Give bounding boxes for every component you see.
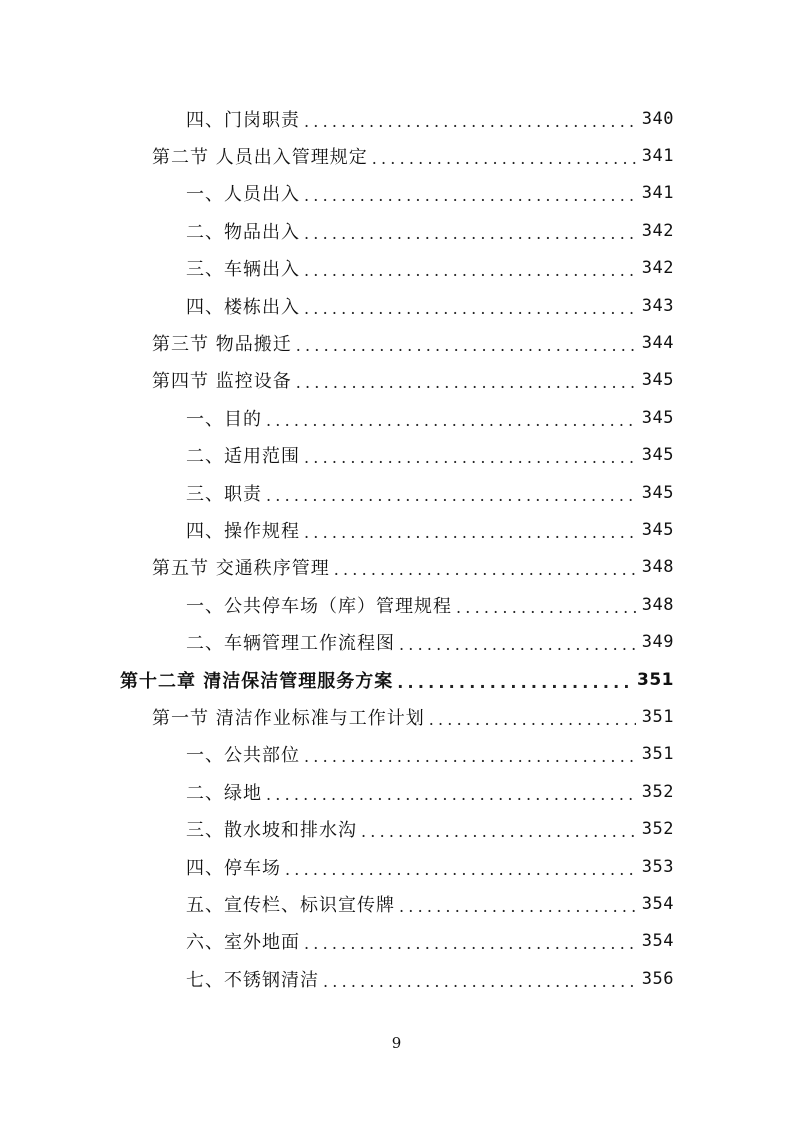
toc-entry-item[interactable] xyxy=(186,848,674,885)
toc-entry-page-number: 349 xyxy=(641,632,674,653)
toc-dot-leader xyxy=(304,749,636,765)
toc-entry-label: 第十二章 清洁保洁管理服务方案 xyxy=(120,670,394,692)
toc-entry-section[interactable] xyxy=(152,362,674,399)
toc-entry-section[interactable] xyxy=(152,698,674,735)
toc-dot-leader xyxy=(334,562,636,578)
toc-entry-item[interactable] xyxy=(186,960,674,997)
toc-entry-label: 四、楼栋出入 xyxy=(186,296,300,318)
toc-entry-page-number: 341 xyxy=(641,183,674,204)
toc-dot-leader xyxy=(266,488,636,504)
toc-dot-leader xyxy=(323,974,636,990)
toc-entry-item[interactable] xyxy=(186,100,674,137)
toc-entry-item[interactable] xyxy=(186,811,674,848)
toc-entry-section[interactable] xyxy=(152,137,674,174)
toc-entry-chapter[interactable] xyxy=(120,661,674,698)
toc-dot-leader xyxy=(399,899,636,915)
toc-entry-page-number: 351 xyxy=(641,706,674,727)
toc-entry-page-number: 354 xyxy=(641,893,674,914)
toc-entry-item[interactable] xyxy=(186,212,674,249)
toc-entry-label: 四、操作规程 xyxy=(186,520,300,542)
toc-entry-label: 二、绿地 xyxy=(186,782,262,804)
page-number: 9 xyxy=(391,1034,402,1052)
toc-entry-label: 一、人员出入 xyxy=(186,184,300,206)
toc-entry-page-number: 345 xyxy=(641,407,674,428)
toc-entry-item[interactable] xyxy=(186,624,674,661)
toc-entry-item[interactable] xyxy=(186,399,674,436)
toc-entry-label: 二、物品出入 xyxy=(186,221,300,243)
toc-dot-leader xyxy=(304,263,636,279)
toc-entry-item[interactable] xyxy=(186,437,674,474)
toc-entry-page-number: 345 xyxy=(641,370,674,391)
toc-entry-label: 七、不锈钢清洁 xyxy=(186,969,319,991)
toc-dot-leader xyxy=(304,188,636,204)
toc-dot-leader xyxy=(304,450,636,466)
toc-entry-label: 四、停车场 xyxy=(186,857,281,879)
toc-dot-leader xyxy=(456,600,636,616)
toc-entry-page-number: 345 xyxy=(641,519,674,540)
toc-dot-leader xyxy=(397,675,631,691)
toc-entry-page-number: 345 xyxy=(641,445,674,466)
toc-entry-item[interactable] xyxy=(186,511,674,548)
toc-dot-leader xyxy=(399,637,636,653)
toc-entry-item[interactable] xyxy=(186,250,674,287)
toc-entry-label: 第四节 监控设备 xyxy=(152,371,292,393)
toc-entry-item[interactable] xyxy=(186,175,674,212)
toc-entry-label: 三、职责 xyxy=(186,483,262,505)
toc-dot-leader xyxy=(266,413,636,429)
toc-entry-page-number: 344 xyxy=(641,332,674,353)
toc-entry-page-number: 341 xyxy=(641,145,674,166)
toc-entry-label: 第二节 人员出入管理规定 xyxy=(152,146,368,168)
toc-entry-page-number: 348 xyxy=(641,594,674,615)
toc-entry-item[interactable] xyxy=(186,586,674,623)
toc-entry-section[interactable] xyxy=(152,549,674,586)
toc-entry-page-number: 353 xyxy=(641,856,674,877)
toc-entry-page-number: 351 xyxy=(637,669,674,690)
toc-entry-section[interactable] xyxy=(152,324,674,361)
toc-entry-page-number: 354 xyxy=(641,931,674,952)
toc-entry-label: 二、车辆管理工作流程图 xyxy=(186,633,395,655)
toc-entry-label: 一、公共停车场（库）管理规程 xyxy=(186,595,452,617)
toc-entry-label: 二、适用范围 xyxy=(186,446,300,468)
toc-dot-leader xyxy=(296,338,636,354)
toc-dot-leader xyxy=(304,301,636,317)
toc-entry-page-number: 351 xyxy=(641,744,674,765)
toc-dot-leader xyxy=(304,226,636,242)
toc-entry-label: 四、门岗职责 xyxy=(186,109,300,131)
toc-entry-label: 第三节 物品搬迁 xyxy=(152,333,292,355)
toc-entry-item[interactable] xyxy=(186,885,674,922)
toc-dot-leader xyxy=(304,525,636,541)
toc-dot-leader xyxy=(266,787,636,803)
toc-dot-leader xyxy=(429,712,636,728)
toc-entry-page-number: 356 xyxy=(641,968,674,989)
toc-entry-page-number: 342 xyxy=(641,220,674,241)
toc-entry-item[interactable] xyxy=(186,736,674,773)
toc-dot-leader xyxy=(361,824,636,840)
toc-entry-label: 六、室外地面 xyxy=(186,932,300,954)
toc-entry-page-number: 340 xyxy=(641,108,674,129)
toc-entry-page-number: 343 xyxy=(641,295,674,316)
toc-entry-label: 一、目的 xyxy=(186,408,262,430)
toc-entry-item[interactable] xyxy=(186,923,674,960)
toc-dot-leader xyxy=(304,114,636,130)
toc-entry-label: 一、公共部位 xyxy=(186,745,300,767)
toc-entry-label: 五、宣传栏、标识宣传牌 xyxy=(186,894,395,916)
toc-entry-item[interactable] xyxy=(186,773,674,810)
toc-entry-label: 第一节 清洁作业标准与工作计划 xyxy=(152,707,425,729)
toc-dot-leader xyxy=(372,151,636,167)
toc-entry-item[interactable] xyxy=(186,287,674,324)
toc-entry-page-number: 352 xyxy=(641,781,674,802)
toc-entry-label: 第五节 交通秩序管理 xyxy=(152,558,330,580)
toc-dot-leader xyxy=(304,936,636,952)
toc-entry-page-number: 342 xyxy=(641,258,674,279)
toc-dot-leader xyxy=(296,375,636,391)
toc-entry-item[interactable] xyxy=(186,474,674,511)
toc-entry-page-number: 345 xyxy=(641,482,674,503)
toc-entry-page-number: 352 xyxy=(641,819,674,840)
toc-entry-page-number: 348 xyxy=(641,557,674,578)
toc-entry-label: 三、车辆出入 xyxy=(186,259,300,281)
toc-entry-label: 三、散水坡和排水沟 xyxy=(186,820,357,842)
toc-dot-leader xyxy=(285,862,636,878)
